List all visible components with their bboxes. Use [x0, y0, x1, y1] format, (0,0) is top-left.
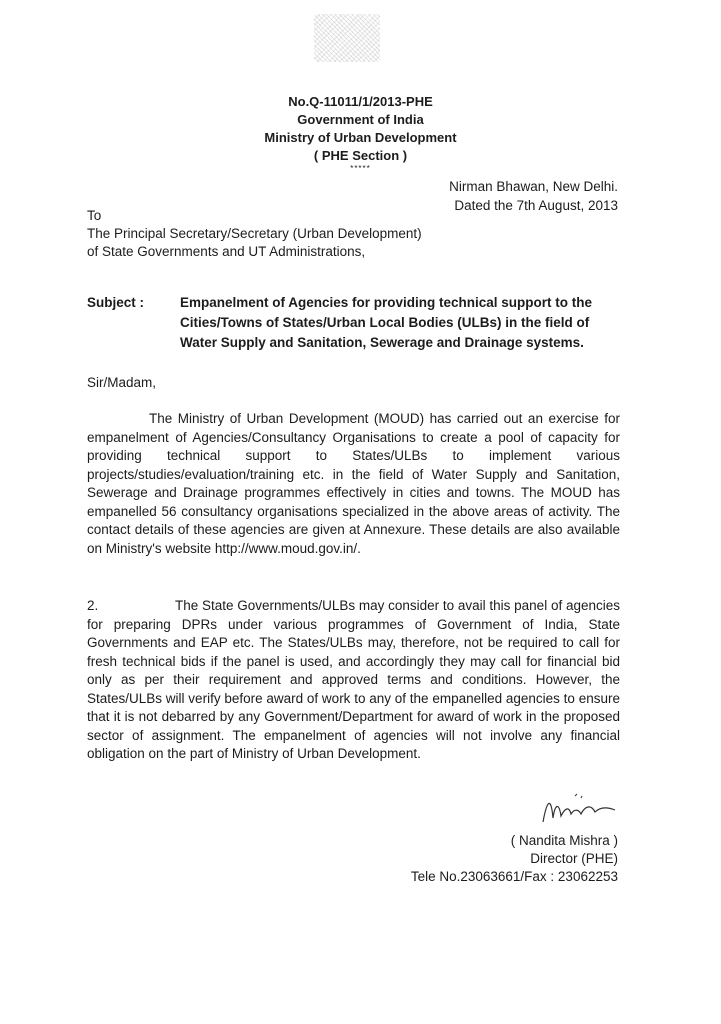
- letter-date: Dated the 7th August, 2013: [454, 198, 618, 213]
- addressee-block: [87, 207, 422, 261]
- subject-text: Empanelment of Agencies for providing technical support to the Cities/Towns of States/Urban Local Bodies (ULBs) in the field of Water Supply and Sanitation, Sewerage and Drainage systems.: [180, 295, 593, 350]
- signatory-name: ( Nandita Mishra ): [510, 833, 618, 848]
- paragraph-2-text: The State Governments/ULBs may consider to avail this panel of agencies for preparing DPRs under various programmes of Government of India, State Governments and EAP etc. The States/ULBs may, therefore, not be required to call for fresh technical bids if the panel is used, and accordingly they may call for financial bid only as per their requirement and approved terms and conditions. However, the States/ULBs will verify before award of work to any of the empanelled agencies to ensure that it is not debarred by any Government/Department for award of work in the proposed sector of assignment. The empanelment of agencies will not involve any financial obligation on the part of Ministry of Urban Development.: [87, 598, 620, 761]
- addressee-to: To: [87, 208, 102, 223]
- section-name: ( PHE Section ): [313, 148, 408, 163]
- file-number: No.Q-11011/1/2013-PHE: [288, 94, 433, 109]
- signoff-block: [411, 832, 618, 886]
- letter-header: [0, 93, 721, 173]
- subject-label: Subject :: [87, 295, 145, 310]
- emblem-image: [314, 14, 380, 62]
- ministry-name: Ministry of Urban Development: [264, 130, 457, 145]
- addressee-line-2: of State Governments and UT Administrations,: [87, 244, 366, 259]
- subject-block: [87, 293, 627, 353]
- paragraph-2-number: 2.: [87, 598, 99, 613]
- signatory-contact: Tele No.23063661/Fax : 23062253: [410, 869, 618, 884]
- signatory-designation: Director (PHE): [530, 851, 618, 866]
- paragraph-2: [87, 597, 620, 764]
- addressee-line-1: The Principal Secretary/Secretary (Urban Development): [87, 226, 422, 241]
- government-name: Government of India: [297, 112, 424, 127]
- signature-image: [535, 790, 625, 830]
- header-stars: *****: [350, 164, 371, 173]
- place-and-date: [449, 177, 618, 215]
- place-location: Nirman Bhawan, New Delhi.: [449, 179, 618, 194]
- paragraph-1: The Ministry of Urban Development (MOUD) has carried out an exercise for empanelment of Agencies/Consultancy Organisations to create a pool of capacity for providing technical support to States/ULBs to implement various projects/studies/evaluation/training etc. in the field of Water Supply and Sanitation, Sewerage and Drainage programmes effectively in cities and towns. The MOUD has empanelled 56 consultancy organisations specialized in the above areas of activity. The contact details of these agencies are given at Annexure. These details are also available on Ministry's website http://www.moud.gov.in/.: [87, 411, 620, 556]
- salutation: Sir/Madam,: [87, 375, 157, 390]
